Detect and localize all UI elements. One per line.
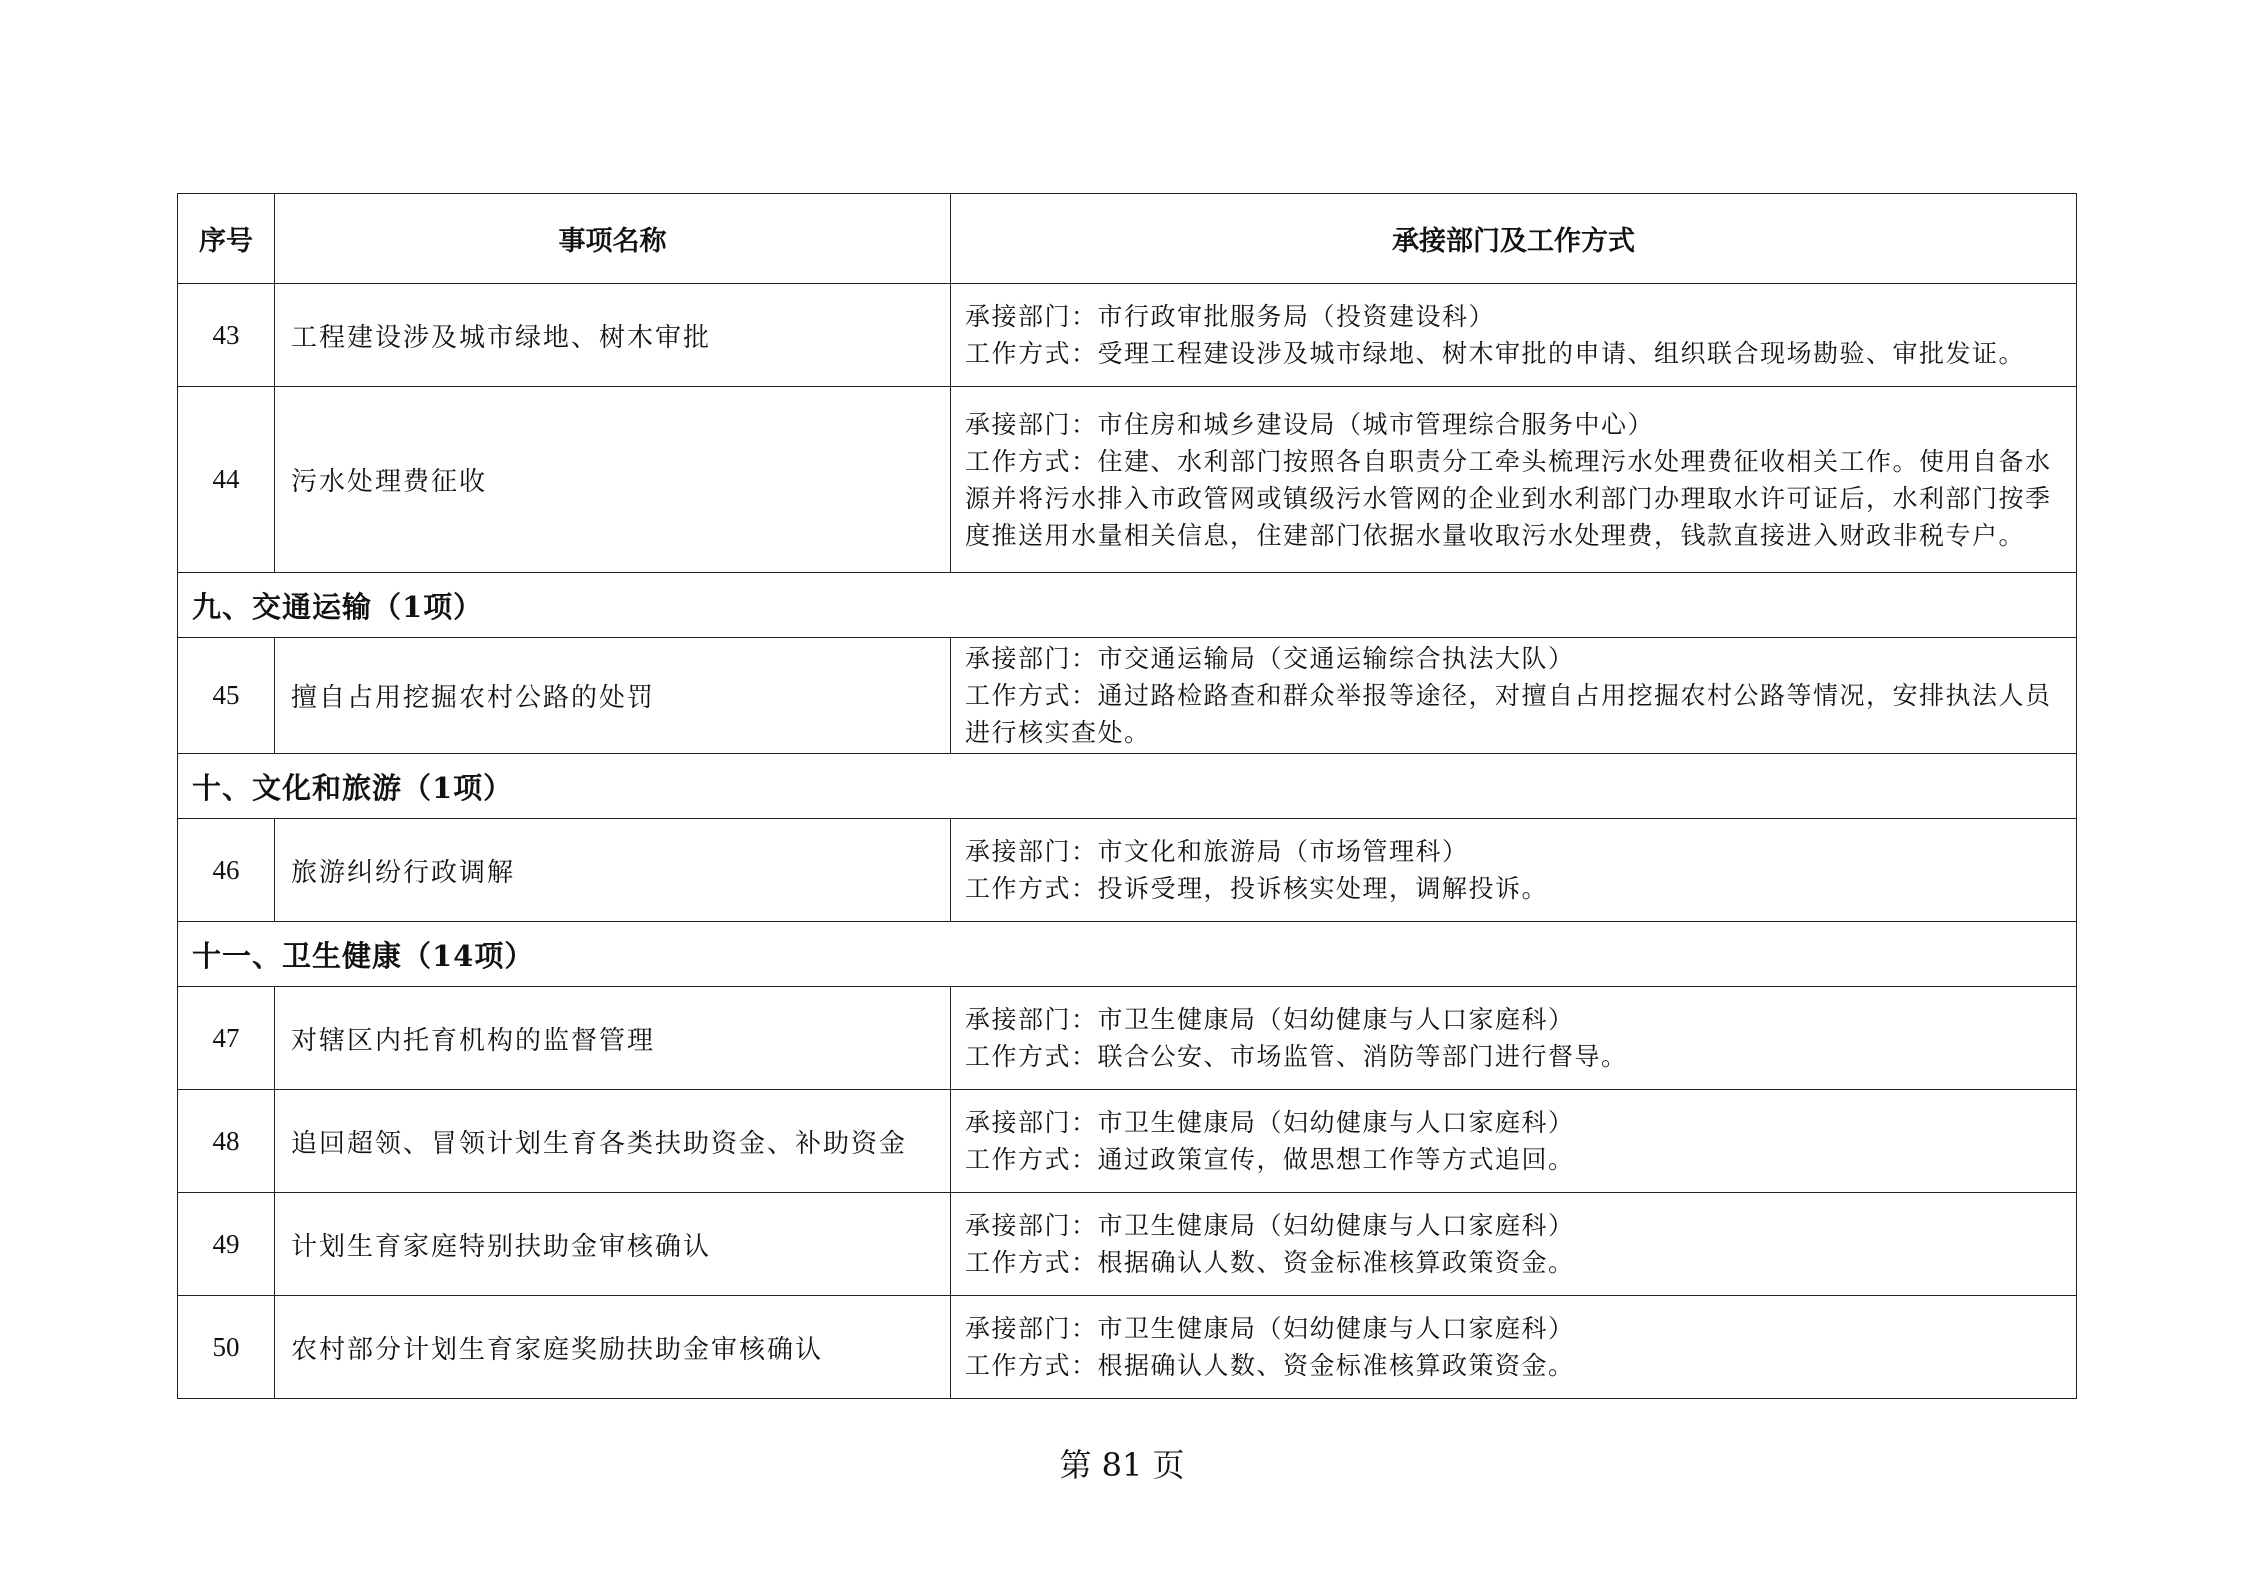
section-row xyxy=(178,573,2077,638)
dept-method xyxy=(951,1193,2077,1296)
method-line: 工作方式：联合公安、市场监管、消防等部门进行督导。 xyxy=(965,1042,1628,1071)
dept-method xyxy=(951,1090,2077,1193)
row-number: 48 xyxy=(178,1090,275,1193)
table-row xyxy=(178,1090,2077,1193)
section-title: 十、文化和旅游（1项） xyxy=(178,754,2077,819)
method-line: 工作方式：投诉受理，投诉核实处理，调解投诉。 xyxy=(965,874,1549,903)
dept-line: 承接部门：市住房和城乡建设局（城市管理综合服务中心） xyxy=(965,409,1655,439)
table-row xyxy=(178,819,2077,922)
table-header-row xyxy=(178,194,2077,284)
table-row xyxy=(178,284,2077,387)
table-row xyxy=(178,1296,2077,1399)
table-row xyxy=(178,987,2077,1090)
item-name: 擅自占用挖掘农村公路的处罚 xyxy=(275,638,951,754)
dept-method xyxy=(951,819,2077,922)
dept-line: 承接部门：市文化和旅游局（市场管理科） xyxy=(965,837,1469,866)
item-name: 污水处理费征收 xyxy=(275,387,951,573)
page-number: 第 81 页 xyxy=(1059,1446,1185,1484)
dept-method xyxy=(951,987,2077,1090)
method-line: 工作方式：根据确认人数、资金标准核算政策资金。 xyxy=(965,1351,1575,1380)
method-line: 工作方式：通过政策宣传，做思想工作等方式追回。 xyxy=(965,1145,1575,1174)
table-row xyxy=(178,638,2077,754)
table-row xyxy=(178,387,2077,573)
section-row xyxy=(178,754,2077,819)
dept-line: 承接部门：市卫生健康局（妇幼健康与人口家庭科） xyxy=(965,1314,1575,1343)
dept-line: 承接部门：市交通运输局（交通运输综合执法大队） xyxy=(965,644,1575,673)
dept-method xyxy=(951,638,2077,754)
section-title: 九、交通运输（1项） xyxy=(178,573,2077,638)
header-name: 事项名称 xyxy=(275,194,951,284)
item-name: 计划生育家庭特别扶助金审核确认 xyxy=(275,1193,951,1296)
method-line: 工作方式：根据确认人数、资金标准核算政策资金。 xyxy=(965,1248,1575,1277)
row-number: 43 xyxy=(178,284,275,387)
dept-line: 承接部门：市行政审批服务局（投资建设科） xyxy=(965,302,1496,331)
header-dept: 承接部门及工作方式 xyxy=(951,194,2077,284)
dept-line: 承接部门：市卫生健康局（妇幼健康与人口家庭科） xyxy=(965,1108,1575,1137)
items-table xyxy=(177,193,2077,1399)
method-line: 工作方式：受理工程建设涉及城市绿地、树木审批的申请、组织联合现场勘验、审批发证。 xyxy=(965,339,2026,368)
dept-line: 承接部门：市卫生健康局（妇幼健康与人口家庭科） xyxy=(965,1005,1575,1034)
header-no: 序号 xyxy=(178,194,275,284)
section-row xyxy=(178,922,2077,987)
dept-method xyxy=(951,284,2077,387)
dept-method xyxy=(951,387,2077,573)
item-name: 追回超领、冒领计划生育各类扶助资金、补助资金 xyxy=(275,1090,951,1193)
row-number: 45 xyxy=(178,638,275,754)
row-number: 46 xyxy=(178,819,275,922)
row-number: 50 xyxy=(178,1296,275,1399)
dept-method xyxy=(951,1296,2077,1399)
row-number: 49 xyxy=(178,1193,275,1296)
table-row xyxy=(178,1193,2077,1296)
item-name: 农村部分计划生育家庭奖励扶助金审核确认 xyxy=(275,1296,951,1399)
section-title: 十一、卫生健康（14项） xyxy=(178,922,2077,987)
row-number: 47 xyxy=(178,987,275,1090)
row-number: 44 xyxy=(178,387,275,573)
method-line: 工作方式：住建、水利部门按照各自职责分工牵头梳理污水处理费征收相关工作。使用自备水源并将污水排入市政管网或镇级污水管网的企业到水利部门办理取水许可证后，水利部门按季度推送用水量相关信息，住建部门依据水量收取污水处理费，钱款直接进入财政非税专户。 xyxy=(965,446,2052,550)
item-name: 旅游纠纷行政调解 xyxy=(275,819,951,922)
item-name: 工程建设涉及城市绿地、树木审批 xyxy=(275,284,951,387)
dept-line: 承接部门：市卫生健康局（妇幼健康与人口家庭科） xyxy=(965,1211,1575,1240)
item-name: 对辖区内托育机构的监督管理 xyxy=(275,987,951,1090)
method-line: 工作方式：通过路检路查和群众举报等途径，对擅自占用挖掘农村公路等情况，安排执法人员进行核实查处。 xyxy=(965,681,2052,747)
